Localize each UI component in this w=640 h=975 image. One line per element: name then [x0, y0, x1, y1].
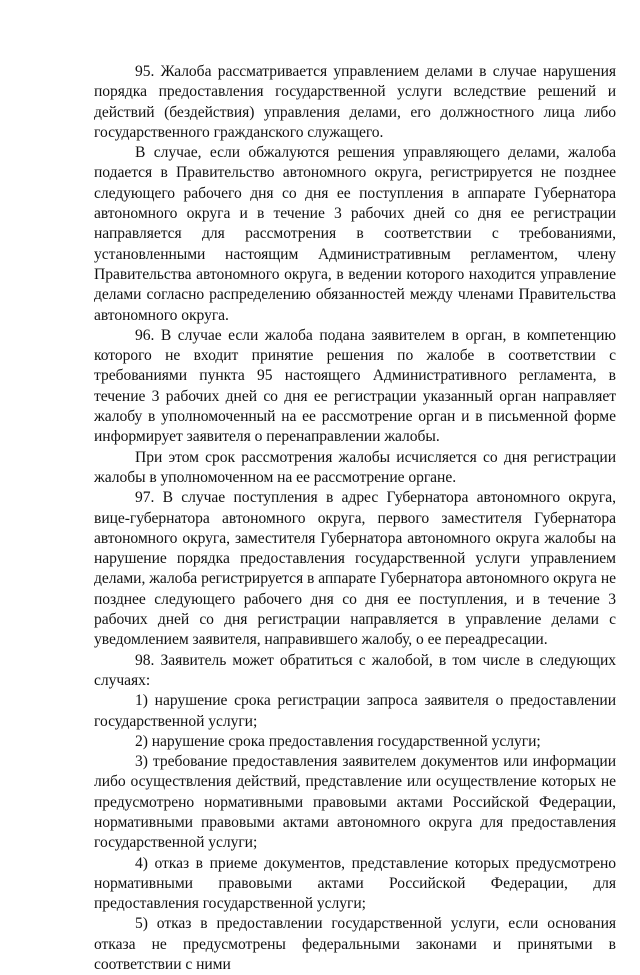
- list-item-3: 3) требование предоставления заявителем документов или информации либо осуществления действий, представление или осуществление которых не предусмотрено нормативными правовыми актами Российской Федерации, нормативными правовыми актами автономного округа для предоставления государственной услуги;: [94, 753, 616, 852]
- paragraph-95-appeal-governor: В случае, если обжалуются решения управляющего делами, жалоба подается в Правительство автономного округа, регистрируется не позднее следующего рабочего дня со дня ее поступления в аппарате Губернатора автономного округа и в течение 3 рабочих дней со дня ее регистрации направляется для рассмотрения в соответствии с требованиями, установленными настоящим Административным регламентом, члену Правительства автономного округа, в ведении которого находится управление делами согласно распределению обязанностей между членами Правительства автономного округа.: [94, 144, 616, 324]
- paragraph-98: 98. Заявитель может обратиться с жалобой, в том числе в следующих случаях:: [94, 651, 616, 689]
- list-item-1: 1) нарушение срока регистрации запроса заявителя о предоставлении государственной услуги;: [94, 692, 616, 730]
- list-item-5: 5) отказ в предоставлении государственной услуги, если основания отказа не предусмотрены федеральными законами и принятыми в соответствии с ними: [94, 915, 616, 974]
- paragraph-96-term: При этом срок рассмотрения жалобы исчисляется со дня регистрации жалобы в уполномоченном на ее рассмотрение органе.: [94, 448, 616, 486]
- list-item-4: 4) отказ в приеме документов, представление которых предусмотрено нормативными правовыми актами Российской Федерации, для предоставления государственной услуги;: [94, 854, 616, 913]
- paragraph-97: 97. В случае поступления в адрес Губернатора автономного округа, вице-губернатора автономного округа, первого заместителя Губернатора автономного округа, заместителя Губернатора автономного округа жалобы на нарушение порядка предоставления государственной услуги управлением делами, жалоба регистрируется в аппарате Губернатора автономного округа не позднее следующего рабочего дня со дня ее поступления, и в течение 3 рабочих дней со дня регистрации направляется в управление делами с уведомлением заявителя, направившего жалобу, о ее переадресации.: [94, 489, 616, 649]
- paragraph-95: 95. Жалоба рассматривается управлением делами в случае нарушения порядка предоставления государственной услуги вследствие решений и действий (бездействия) управления делами, его должностного лица либо государственного гражданского служащего.: [94, 63, 616, 141]
- list-item-2: 2) нарушение срока предоставления государственной услуги;: [135, 732, 541, 750]
- paragraph-96: 96. В случае если жалоба подана заявителем в орган, в компетенцию которого не входит принятие решения по жалобе в соответствии с требованиями пункта 95 настоящего Административного регламента, в течение 3 рабочих дней со дня ее регистрации указанный орган направляет жалобу в уполномоченный на ее рассмотрение орган и в письменной форме информирует заявителя о перенаправлении жалобы.: [94, 326, 616, 446]
